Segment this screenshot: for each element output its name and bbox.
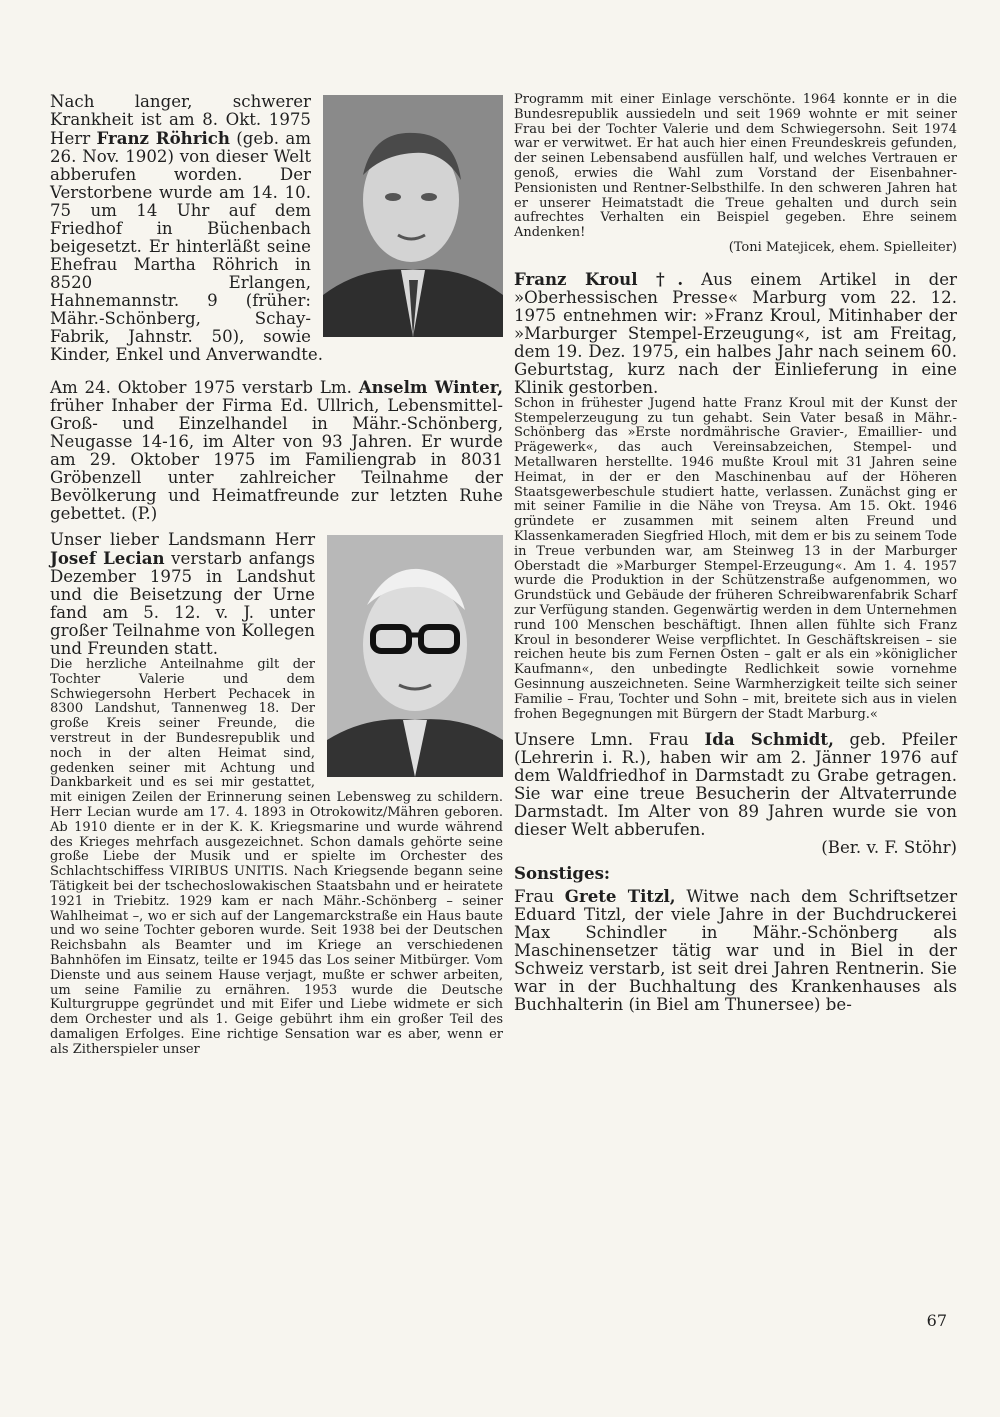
right-column [514,93,957,1014]
obituary-franz-kroul: Franz Kroul †. Aus einem Artikel in der »Oberhessischen Presse« Marburg vom 22. 12. 1975 entnehmen wir: »Franz Kroul, Mitinhaber der »Marburger Stempel-Erzeugung«, ist am Freitag, dem 19. Dez. 1975, ein halbes Jahr nach seinem 60. Geburtstag, kurz nach der Einlieferung in eine Klinik gestorben. [514,268,957,397]
portrait-icon [327,535,503,777]
left-column [50,93,503,1058]
portrait-photo-josef-lecian [327,535,503,777]
obituary-franz-roehrich: Nach langer, schwerer Krankheit ist am 8. Okt. 1975 Herr Franz Röhrich (geb. am 26. Nov. 1902) von dieser Welt abberufen worden. Der Verstorbene wurde am 14. 10. 75 um 14 Uhr auf dem Friedhof in Büchenbach beigesetzt. Er hinterläßt seine Ehefrau Martha Röhrich in 8520 Erlangen, Hahnemannstr. 9 (früher: Mähr.-Schönberg, Schay-Fabrik, Jahnstr. 50), sowie Kinder, Enkel und Anverwandte. [50,92,323,364]
obituary-anselm-winter: Am 24. Oktober 1975 verstarb Lm. Anselm Winter, früher Inhaber der Firma Ed. Ullrich, Lebensmittel-Groß- und Einzelhandel in Mähr.-Schönberg, Neugasse 14-16, im Alter von 93 Jahren. Er wurde am 29. Oktober 1975 im Familiengrab in 8031 Gröbenzell unter zahlreicher Teilnahme der Bevölkerung und Heimatfreunde zur letzten Ruhe gebettet. (P.) [50,377,504,523]
portrait-photo-franz-roehrich [323,95,503,337]
signature-f-stoehr: (Ber. v. F. Stöhr) [821,838,957,858]
obituary-josef-lecian-biography: Die herzliche Anteilnahme gilt der Tochter Valerie und dem Schwiegersohn Herbert Pechacek in 8300 Landshut, Tannenweg 18. Der große Kreis seiner Freunde, die verstreut in der Bundesrepublik und noch in der alten Heimat sind, gedenken seiner mit Achtung und Dankbarkeit und es sei mir gestattet, mit einigen Zeilen der Erinnerung seinen Lebensweg zu schildern. Herr Lecian wurde am 17. 4. 1893 in Otrokowitz/Mähren geboren. Ab 1910 diente er in der K. K. Kriegsmarine und wurde während des Krieges mehrfach ausgezeichnet. Schon damals gehörte seine große Liebe der Musik und er spielte im Orchester des Schlachtschiffess VIRIBUS UNITIS. Nach Kriegsende begann seine Tätigkeit bei der tschechoslowakischen Staatsbahn und er heiratete 1921 in Triebitz. 1929 kam er nach Mähr.-Schönberg – seiner Wahlheimat –, wo er sich auf der Langemarckstraße ein Haus baute und wo seine Tochter geboren wurde. Seit 1938 bei der Deutschen Reichsbahn als Beamter und im Kriege an verschiedenen Bahnhöfen im Einsatz, teilte er 1945 das Los seiner Mitbürger. Vom Dienste und aus seinem Hause verjagt, mußte er schwer arbeiten, um seine Familie zu ernähren. 1953 wurde die Deutsche Kulturgruppe gegründet und mit Eifer und Liebe widmete er sich dem Orchester und als 1. Geige gebührt ihm ein großer Teil des damaligen Erfolges. Eine richtige Sensation war es aber, wenn er als Zitherspieler unser [50,657,503,1057]
obituary-ida-schmidt: Unsere Lmn. Frau Ida Schmidt, geb. Pfeiler (Lehrerin i. R.), haben wir am 2. Jänner 1976 auf dem Waldfriedhof in Darmstadt zu Grabe getragen. Sie war eine treue Besucherin der Altvaterrunde Darmstadt. Im Alter von 89 Jahren wurde sie von dieser Welt abberufen. [514,729,958,840]
obituary-franz-kroul-biography: Schon in frühester Jugend hatte Franz Kroul mit der Kunst der Stempelerzeugung zu tun gehabt. Sein Vater besaß in Mähr.-Schönberg das »Erste nordmährische Gravier-, Emaillier- und Prägewerk«, das auch Vereinsabzeichen, Stempel- und Metallwaren herstellte. 1946 mußte Kroul mit 31 Jahren seine Heimat, in der er den Maschinenbau auf der Höheren Staatsgewerbeschule studiert hatte, verlassen. Zunächst ging er mit seiner Familie in die Nähe von Treysa. Am 15. Okt. 1946 gründete er zusammen mit seinem alten Freund und Klassenkameraden Siegfried Hloch, mit dem er bis zu seinem Tode in Treue verbunden war, am Steinweg 13 in der Marburger Oberstadt die »Marburger Stempel-Erzeugung«. Am 1. 4. 1957 wurde die Produktion in der Schützenstraße aufgenommen, wo Grundstück und Gebäude der früheren Schreibwarenfabrik Scharf zur Verfügung standen. Gegenwärtig werden in dem Unternehmen rund 100 Menschen beschäftigt. Ihnen allen fühlte sich Franz Kroul in besonderer Weise verpflichtet. In Geschäftskreisen – sie reichen heute bis zum Fernen Osten – galt er als ein »königlicher Kaufmann«, den unbedingte Redlichkeit sowie vornehme Gesinnung auszeichneten. Seine Warmherzigkeit teilte sich seiner Familie – Frau, Tochter und Sohn – mit, breitete sich aus in vielen frohen Begegnungen mit Bürgern der Stadt Marburg.« [514,395,957,722]
obituary-josef-lecian-continued: Programm mit einer Einlage verschönte. 1964 konnte er in die Bundesrepublik aussiedeln und seit 1969 wohnte er mit seiner Frau bei der Tochter Valerie und dem Schwiegersohn. Seit 1974 war er verwitwet. Er hat auch hier einen Freundeskreis gefunden, der seinen Lebensabend ausfüllen half, und welches Vertrauen er genoß, erwies die Wahl zum Vorstand der Eisenbahner-Pensionisten und Rentner-Selbsthilfe. In den schweren Jahren hat er unserer Heimatstadt die Treue gehalten und durch sein aufrechtes Verhalten ein Beispiel gegeben. Ehre seinem Andenken! [514,92,957,241]
portrait-icon [323,95,503,337]
signature-toni-matejicek: (Toni Matejicek, ehem. Spielleiter) [728,239,957,255]
notice-grete-titzl: Frau Grete Titzl, Witwe nach dem Schriftsetzer Eduard Titzl, der viele Jahre in der Buchdruckerei Max Schindler in Mähr.-Schönberg als Maschinensetzer tätig war und in Biel in der Schweiz verstarb, ist seit drei Jahren Rentnerin. Sie war in der Buchhaltung des Krankenhauses als Buchhalterin (in Biel am Thunersee) be- [514,886,958,1015]
obituary-josef-lecian: Unser lieber Landsmann Herr Josef Lecian verstarb anfangs Dezember 1975 in Landshut und die Beisetzung der Urne fand am 5. 12. v. J. unter großer Teilnahme von Kollegen und Freunden statt. [50,530,316,658]
section-heading-sonstiges: Sonstiges: [514,863,611,884]
page-number: 67 [926,1311,947,1330]
